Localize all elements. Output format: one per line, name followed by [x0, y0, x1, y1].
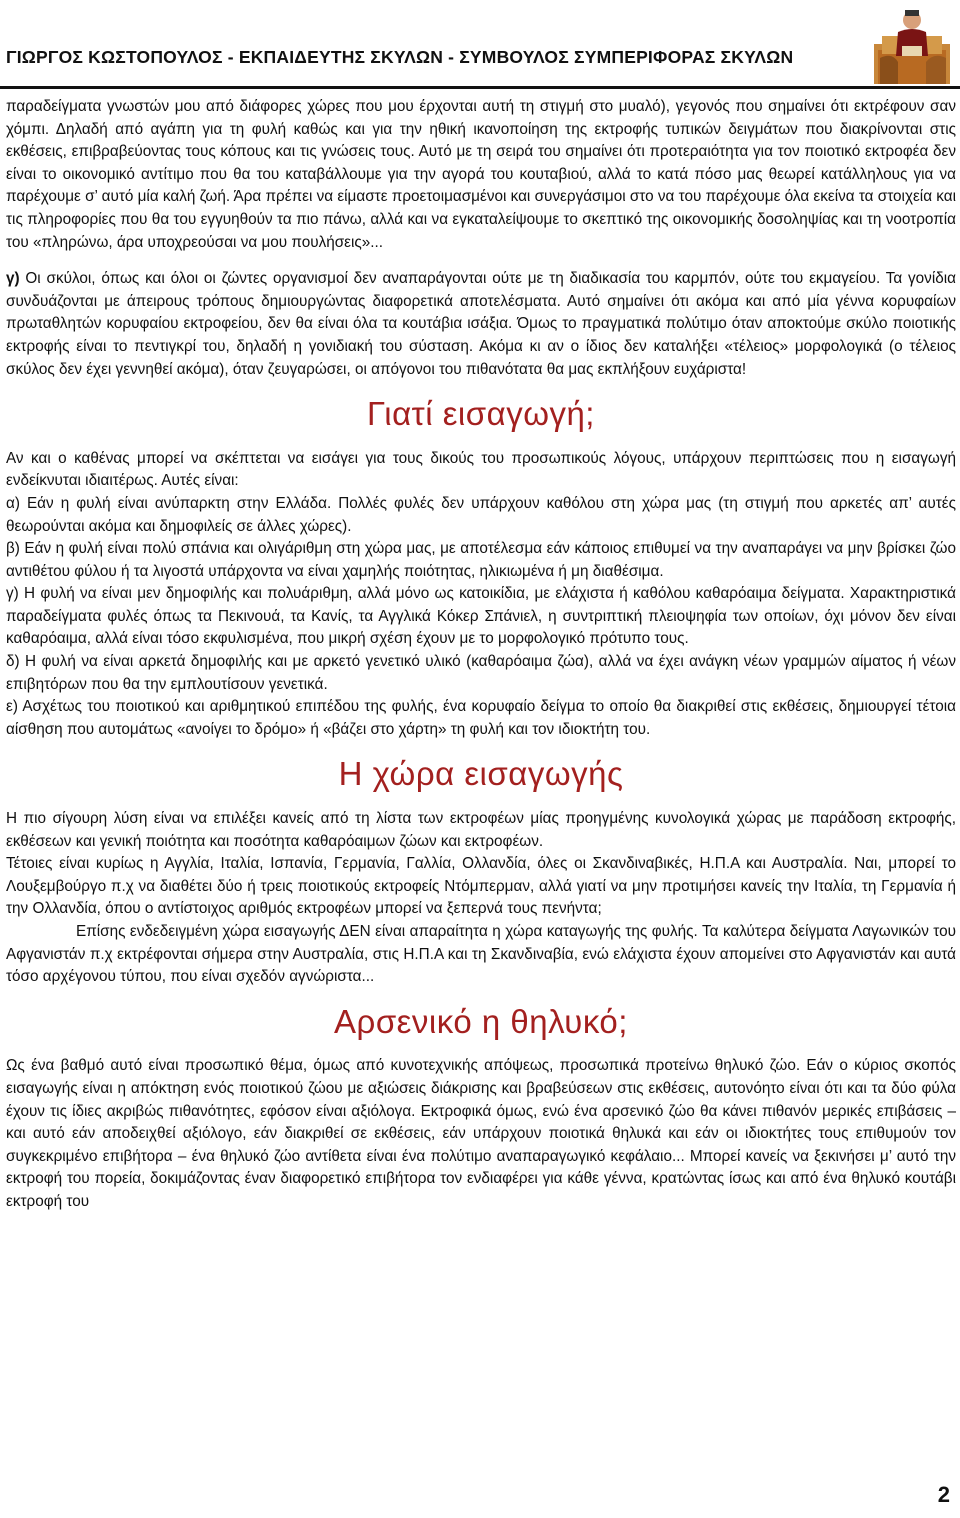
- intro-paragraph: παραδείγματα γνωστών μου από διάφορες χώρες που μου έρχονται αυτή τη στιγμή στο μυαλό), γεγονός που σημαίνει ότι εκτρέφουν σαν χόμπι. Δηλαδή από αγάπη για τη φυλή καθώς και για την ηθική ικανοποίηση της εκτροφής τυπικών δειγμάτων που διακρίνονται στις εκθέσεις, επιβραβεύοντας τους κόπους και τις γνώσεις τους. Αυτό με τη σειρά του σημαίνει ότι προτεραιότητα για τον ποιοτικό εκτροφέα δεν είναι το οικονομικό αντίτιμο που θα του καταβάλλουμε για την αγορά του κουταβιού, αλλά το κατά πόσο μας θεωρεί κατάλληλους για να παρέχουμε σ’ αυτό μία καλή ζωή. Άρα πρέπει να είμαστε προετοιμασμένοι και συνεργάσιμοι στο να του παρέχουμε όλα εκείνα τα στοιχεία και τις πληροφορίες που θα του εγγυηθούν τα πιο πάνω, αλλά και να εγκαταλείψουμε το σκεπτικό της οικονομικής δοσοληψίας και τη νοοτροπία του «πληρώνω, άρα υποχρεούσαι να μου πουλήσεις»...: [6, 98, 956, 251]
- gamma-paragraph: [6, 268, 956, 381]
- section2-indented-paragraph: Επίσης ενδεδειγμένη χώρα εισαγωγής ΔΕΝ είναι απαραίτητα η χώρα καταγωγής της φυλής. Τα καλύτερα δείγματα Λαγωνικών του Αφγανιστάν π.χ εκτρέφονται σήμερα στην Αυστραλία, στις Η.Π.Α και τη Σκανδιναβία, ενώ ελάχιστα έχουν απομείνει στο Αφγανιστάν και αυτά τόσο αρχέγονου τύπου, που είναι σχεδόν αγνώριστα...: [6, 923, 956, 986]
- section1-paragraph: β) Εάν η φυλή είναι πολύ σπάνια και ολιγάριθμη στη χώρα μας, με αποτέλεσμα εάν κάποιος επιθυμεί να την αναπαράγει να μην βρίσκει ζώο αντιθέτου φύλου ή τα λιγοστά υπάρχοντα να είναι χαμηλής ποιότητας, ηλικιωμένα ή μη διαθέσιμα.: [6, 540, 956, 580]
- gamma-label: γ): [6, 270, 20, 288]
- section1-paragraph: ε) Ασχέτως του ποιοτικού και αριθμητικού επιπέδου της φυλής, ένα κορυφαίο δείγμα το οποίο θα διακριθεί στις εκθέσεις, δημιουργεί τέτοια αίσθηση που αυτομάτως «ανοίγει το δρόμο» ή «βάζει στο χάρτη» τη φυλή και τον ιδιοκτήτη του.: [6, 698, 956, 738]
- section1-paragraph: Αν και ο καθένας μπορεί να σκέπτεται να εισάγει για τους δικούς του προσωπικούς λόγους, υπάρχουν περιπτώσεις που η εισαγωγή ενδείκνυται ιδιαιτέρως. Αυτές είναι:: [6, 449, 956, 490]
- section1-paragraph: δ) Η φυλή να είναι αρκετά δημοφιλής και με αρκετό γενετικό υλικό (καθαρόαιμα ζώα), αλλά να έχει ανάγκη νέων γραμμών αίματος ή νέων επιβητόρων που θα την εμπλουτίσουν γενετικά.: [6, 653, 956, 693]
- section1-paragraph: γ) Η φυλή να είναι μεν δημοφιλής και πολυάριθμη, αλλά μόνο ως κατοικίδια, με ελάχιστα ή καθόλου καθαρόαιμα δείγματα. Χαρακτηριστικά παραδείγματα φυλές όπως τα Πεκινουά, τα Κανίς, τα Αγγλικά Κόκερ Σπάνιελ, η συντριπτική πλειοψηφία των οποίων, όχι μόνον δεν είναι καθαρόαιμα, αλλά είναι τόσο εκφυλισμένα, που μικρή σχέση έχουν με το μορφολογικό πρότυπο τους.: [6, 585, 956, 648]
- section-heading-import-country: Η χώρα εισαγωγής: [338, 755, 624, 793]
- section3-paragraph: Ως ένα βαθμό αυτό είναι προσωπικό θέμα, όμως από κυνοτεχνικής απόψεως, προσωπικά προτείνω θηλυκό ζώο. Εάν ο κύριος σκοπός εισαγωγής είναι η απόκτηση ενός ποιοτικού ζώου με αξιώσεις διάκρισης και βραβεύσεων στις εκθέσεις, αυτονόητο είναι ότι και τα δύο φύλα έχουν τις ίδιες ακριβώς πιθανότητες, εφόσον είναι αξιόλογα. Εκτροφικά όμως, ενώ ένα αρσενικό ζώο θα κάνει πιθανόν μερικές επιβάσεις – και αυτό εάν αποδειχθεί αξιόλογο, εάν διακριθεί σε εκθέσεις, εάν υπάρχουν ποιοτικά θηλυκά και εάν οι ιδιοκτήτες τους επιθυμούν τον συγκεκριμένο επιβήτορα – ένα θηλυκό ζώο αντίθετα είναι ένα πολύτιμο αναπαραγωγικό κεφάλαιο... Μπορεί κανείς να ξεκινήσει μ’ αυτό την εκτροφή του πορεία, δοκιμάζοντας έναν διαφορετικό επιβήτορα τον ενδιαφέρει για κάθε γέννα, κρατώντας ίσως και από ένα θηλυκό κουτάβι εκτροφή του: [6, 1057, 956, 1210]
- gamma-text: Οι σκύλοι, όπως και όλοι οι ζώντες οργανισμοί δεν αναπαράγονται ούτε με τη διαδικασία του καρμπόν, ούτε του εκμαγείου. Τα γονίδια συνδυάζονται με άπειρους τρόπους δημιουργώντας διαφορετικά αποτελέσματα. Αυτό σημαίνει ότι ακόμα και από μία γέννα κορυφαίων πρωταθλητών κορυφαίου εκτροφείου, δεν θα είναι όλα τα κουτάβια ισάξια. Όμως το πραγματικά πολύτιμο όταν αποκτούμε σκύλο ποιοτικής εκτροφής είναι το πεντιγκρί του, δηλαδή η γονιδιακή του σύσταση. Ακόμα κι αν ο ίδιος δεν καταλήξει «τέλειος» μορφολογικά (ο τέλειος σκύλος δεν έχει γεννηθεί ακόμα), όταν ζευγαρώσει, οι απόγονοι του πιθανότατα θα μας εκπλήξουν ευχάριστα!: [6, 270, 956, 378]
- section2-paragraph: Τέτοιες είναι κυρίως η Αγγλία, Ιταλία, Ισπανία, Γερμανία, Γαλλία, Ολλανδία, όλες οι Σκανδιναβικές, Η.Π.Α και Αυστραλία. Ναι, μπορεί το Λουξεμβούργο π.χ να διαθέτει δύο ή τρεις ποιοτικούς εκτροφείς Ντόμπερμαν, αλλά γιατί να μην προτιμήσει κανείς την Ιταλία, τη Γερμανία ή την Ολλανδία, όπου ο αντίστοιχος αριθμός εκτροφέων μπορεί να ξεπερνά τους πενήντα;: [6, 855, 956, 918]
- section2-paragraph: Η πιο σίγουρη λύση είναι να επιλέξει κανείς από τη λίστα των εκτροφέων μίας προηγμένης κυνολογικά χώρας με παράδοση εκτροφής, εκθέσεων και γενική ποιότητα και ποσότητα καθαρόαιμων ζώων και εκτροφέων.: [6, 810, 956, 850]
- section1-paragraph: α) Εάν η φυλή είναι ανύπαρκτη στην Ελλάδα. Πολλές φυλές δεν υπάρχουν καθόλου στη χώρα μας (τη στιγμή που αρκετές απ’ αυτές θεωρούνται ακόμα και δημοφιλείς σε άλλες χώρες).: [6, 494, 956, 535]
- trainer-portrait-icon: [872, 6, 952, 84]
- section-heading-male-or-female: Αρσενικό η θηλυκό;: [334, 1002, 628, 1040]
- header-rule: [0, 86, 960, 89]
- article-body: [6, 96, 956, 1214]
- page-number: 2: [937, 1482, 950, 1507]
- page-header: [0, 0, 960, 92]
- section-heading-why-import: Γιατί εισαγωγή;: [367, 395, 595, 433]
- header-title: ΓΙΩΡΓΟΣ ΚΩΣΤΟΠΟΥΛΟΣ - ΕΚΠΑΙΔΕΥΤΗΣ ΣΚΥΛΩΝ - ΣΥΜΒΟΥΛΟΣ ΣΥΜΠΕΡΙΦΟΡΑΣ ΣΚΥΛΩΝ: [6, 47, 794, 67]
